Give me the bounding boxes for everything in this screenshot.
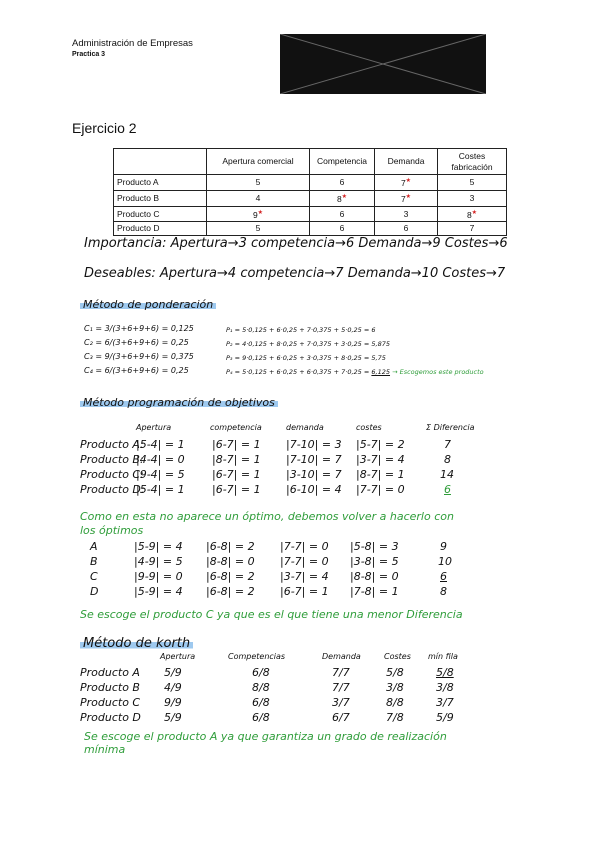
opt-cell: |7-8| = 1: [350, 585, 399, 598]
korth-min: 3/7: [436, 696, 454, 709]
korth-cell: 9/9: [164, 696, 182, 709]
obj-sum: 7: [444, 438, 451, 451]
deseables-line: Deseables: Apertura→4 competencia→7 Demanda→10 Costes→7: [84, 266, 506, 281]
obj-cell: |3-10| = 7: [286, 468, 342, 481]
table-cell: 7: [438, 222, 507, 236]
korth-row-label: Producto B: [80, 681, 140, 694]
weight-item: C₃ = 9/(3+6+9+6) = 0,375: [84, 352, 194, 361]
opt-cell: |6-8| = 2: [206, 570, 255, 583]
obj-cell: |6-7| = 1: [212, 468, 261, 481]
opt-cell: |5-9| = 4: [134, 585, 183, 598]
table-cell: 6: [375, 222, 438, 236]
obj-col-header: costes: [356, 423, 382, 432]
best-score: 6,125: [371, 368, 391, 376]
score-item: P₃ = 9·0,125 + 6·0,25 + 3·0,375 + 8·0,25 = 5,75: [226, 354, 386, 362]
korth-heading: [80, 636, 193, 651]
products-table: [113, 148, 507, 236]
cell-value: 8: [336, 193, 342, 204]
korth-cell: 7/7: [332, 681, 350, 694]
scores-list: [226, 323, 484, 379]
obj-col-header: Σ Diferencia: [426, 423, 475, 432]
choice-note: → Escogemos este producto: [392, 368, 484, 376]
table-cell: 5: [438, 175, 507, 191]
korth-row-label: Producto C: [80, 696, 141, 709]
korth-cell: 5/9: [164, 666, 182, 679]
korth-row-label: Producto D: [80, 711, 141, 724]
table-header-cell: Costes fabricación: [438, 149, 507, 175]
obj-cell: |9-4| = 5: [136, 468, 185, 481]
opt-cell: |6-7| = 1: [280, 585, 329, 598]
opt-sum-best: 6: [440, 570, 447, 583]
korth-col-header: Apertura: [160, 652, 196, 661]
opt-cell: |3-7| = 4: [280, 570, 329, 583]
score-item: P₁ = 5·0,125 + 6·0,25 + 7·0,375 + 5·0,25 = 6: [226, 326, 376, 334]
table-cell: [375, 175, 438, 191]
optimos-note: los óptimos: [80, 524, 144, 537]
table-cell: 4: [207, 190, 310, 206]
korth-col-header: mín fila: [428, 652, 458, 661]
opt-cell: |5-8| = 3: [350, 540, 399, 553]
korth-cell: 3/8: [386, 681, 404, 694]
obj-cell: |6-10| = 4: [286, 483, 342, 496]
red-mark-icon: ★: [341, 193, 348, 200]
table-cell: [207, 206, 310, 222]
opt-cell: |7-7| = 0: [280, 555, 329, 568]
course-title: Administración de Empresas: [72, 38, 193, 49]
opt-cell: |5-9| = 4: [134, 540, 183, 553]
table-cell: [438, 206, 507, 222]
table-cell: 3: [375, 206, 438, 222]
table-cell: Producto B: [114, 190, 207, 206]
red-mark-icon: ★: [405, 193, 412, 200]
korth-cell: 8/8: [386, 696, 404, 709]
table-row: [114, 222, 507, 236]
korth-cell: 8/8: [252, 681, 270, 694]
cell-value: 7: [400, 177, 406, 188]
obj-col-header: demanda: [286, 423, 324, 432]
obj-cell: |8-7| = 1: [212, 453, 261, 466]
heading-text: Método de ponderación: [80, 298, 216, 311]
obj-row-label: Producto A:: [80, 438, 144, 451]
conclusion-a: Se escoge el producto A ya que garantiza un grado de realización: [84, 730, 447, 743]
korth-cell: 6/7: [332, 711, 350, 724]
korth-cell: 6/8: [252, 711, 270, 724]
importancia-line: Importancia: Apertura→3 competencia→6 Demanda→9 Costes→6: [84, 236, 508, 251]
table-cell: [375, 190, 438, 206]
opt-cell: |9-9| = 0: [134, 570, 183, 583]
opt-row-label: C: [90, 570, 98, 583]
score-item: P₂ = 4·0,125 + 8·0,25 + 7·0,375 + 3·0,25 = 5,875: [226, 340, 390, 348]
obj-cell: |5-4| = 1: [136, 483, 185, 496]
table-cell: 6: [310, 175, 375, 191]
opt-cell: |8-8| = 0: [350, 570, 399, 583]
table-cell: Producto A: [114, 175, 207, 191]
obj-col-header: competencia: [210, 423, 262, 432]
cell-value: 8: [466, 209, 472, 220]
opt-cell: |6-8| = 2: [206, 540, 255, 553]
exercise-title: Ejercicio 2: [72, 120, 137, 136]
redacted-box: [280, 34, 486, 94]
opt-cell: |3-8| = 5: [350, 555, 399, 568]
weights-list: [84, 322, 194, 378]
korth-cell: 6/8: [252, 666, 270, 679]
table-header-cell: Apertura comercial: [207, 149, 310, 175]
korth-col-header: Costes: [384, 652, 411, 661]
weight-item: C₄ = 6/(3+6+9+6) = 0,25: [84, 366, 189, 375]
table-cell: Producto D: [114, 222, 207, 236]
opt-row-label: D: [90, 585, 99, 598]
opt-cell: |6-8| = 2: [206, 585, 255, 598]
score-item: [226, 365, 484, 379]
table-row: [114, 175, 507, 191]
korth-cell: 7/7: [332, 666, 350, 679]
table-cell: 5: [207, 175, 310, 191]
table-cell: 6: [310, 206, 375, 222]
korth-col-header: Demanda: [322, 652, 361, 661]
conclusion-a: mínima: [84, 743, 126, 756]
obj-sum-best: 6: [444, 483, 451, 496]
weight-item: C₂ = 6/(3+6+9+6) = 0,25: [84, 338, 189, 347]
korth-cell: 5/8: [386, 666, 404, 679]
opt-sum: 9: [440, 540, 447, 553]
obj-cell: |3-7| = 4: [356, 453, 405, 466]
objetivos-heading: [80, 396, 278, 409]
opt-sum: 10: [438, 555, 452, 568]
opt-sum: 8: [440, 585, 447, 598]
red-mark-icon: ★: [471, 209, 478, 216]
table-header-cell: Competencia: [310, 149, 375, 175]
obj-cell: |6-7| = 1: [212, 438, 261, 451]
conclusion-c: Se escoge el producto C ya que es el que tiene una menor Diferencia: [80, 608, 463, 621]
table-cell: 5: [207, 222, 310, 236]
opt-cell: |8-8| = 0: [206, 555, 255, 568]
obj-row-label: Producto B:: [80, 453, 144, 466]
obj-sum: 8: [444, 453, 451, 466]
heading-text: Método de korth: [80, 636, 193, 651]
obj-sum: 14: [440, 468, 454, 481]
korth-cell: 5/9: [164, 711, 182, 724]
korth-cell: 3/7: [332, 696, 350, 709]
obj-row-label: Producto C:: [80, 468, 144, 481]
korth-min: 3/8: [436, 681, 454, 694]
table-cell: 3: [438, 190, 507, 206]
heading-text: Método programación de objetivos: [80, 396, 278, 409]
red-mark-icon: ★: [257, 209, 264, 216]
optimos-note: Como en esta no aparece un óptimo, debemos volver a hacerlo con: [80, 510, 454, 523]
obj-cell: |6-7| = 1: [212, 483, 261, 496]
opt-cell: |4-9| = 5: [134, 555, 183, 568]
table-cell: 6: [310, 222, 375, 236]
korth-cell: 4/9: [164, 681, 182, 694]
practica-label: Practica 3: [72, 51, 106, 58]
korth-min: 5/9: [436, 711, 454, 724]
obj-row-label: Producto D:: [80, 483, 145, 496]
table-header-row: [114, 149, 507, 175]
table-cell: [310, 190, 375, 206]
korth-min: 5/8: [436, 666, 454, 679]
obj-cell: |5-7| = 2: [356, 438, 405, 451]
obj-col-header: Apertura: [136, 423, 172, 432]
opt-row-label: B: [90, 555, 98, 568]
obj-cell: |8-7| = 1: [356, 468, 405, 481]
opt-row-label: A: [90, 540, 98, 553]
korth-cell: 7/8: [386, 711, 404, 724]
obj-cell: |7-10| = 3: [286, 438, 342, 451]
cell-value: 9: [252, 209, 258, 220]
ponderacion-heading: [80, 298, 216, 311]
obj-cell: |7-10| = 7: [286, 453, 342, 466]
table-cell: Producto C: [114, 206, 207, 222]
table-row: [114, 190, 507, 206]
table-row: [114, 206, 507, 222]
cell-value: 7: [400, 193, 406, 204]
obj-cell: |5-4| = 1: [136, 438, 185, 451]
table-header-cell: [114, 149, 207, 175]
korth-col-header: Competencias: [228, 652, 286, 661]
red-mark-icon: ★: [405, 178, 412, 184]
table-header-cell: Demanda: [375, 149, 438, 175]
korth-cell: 6/8: [252, 696, 270, 709]
obj-cell: |7-7| = 0: [356, 483, 405, 496]
score-text: P₄ = 5·0,125 + 6·0,25 + 6·0,375 + 7·0,25 =: [226, 368, 370, 376]
opt-cell: |7-7| = 0: [280, 540, 329, 553]
weight-item: C₁ = 3/(3+6+9+6) = 0,125: [84, 324, 194, 333]
obj-cell: |4-4| = 0: [136, 453, 185, 466]
korth-row-label: Producto A: [80, 666, 140, 679]
